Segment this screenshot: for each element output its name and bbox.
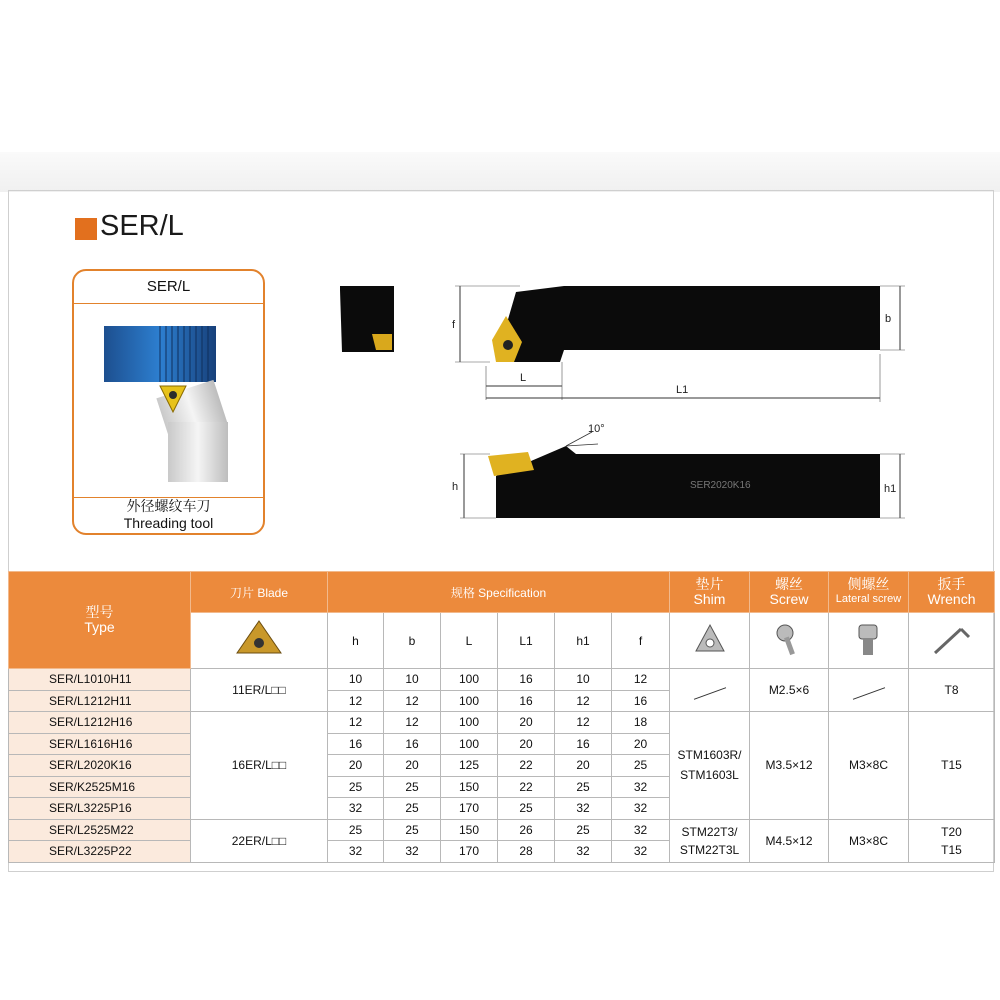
spec-cell: 25 [612,755,670,777]
table-cell: Lateral screw [835,593,902,606]
spec-cell: 22 [498,755,555,777]
lateral-none [829,669,909,712]
spec-cell: 150 [441,776,498,798]
spec-cell: 100 [441,712,498,734]
table-cell: Wrench [927,591,976,608]
tool-drawing [330,270,930,530]
tool-card [72,269,265,535]
table-cell: 侧螺丝 [847,576,890,593]
spec-cell: 100 [441,669,498,691]
spec-cell: 16 [498,669,555,691]
spec-cell: 25 [555,819,612,841]
spec-cell: 25 [328,819,384,841]
table-cell: Screw [769,591,809,608]
spec-cell: 16 [384,733,441,755]
table-cell: STM22T3/ [681,824,738,839]
dim-h: h [452,481,459,493]
spec-cell: 32 [612,776,670,798]
spec-cell: 32 [612,819,670,841]
spec-cell: 12 [555,712,612,734]
header-type [9,572,191,669]
wrench-icon [909,613,995,669]
spec-cell: 10 [555,669,612,691]
spec-cell: 25 [384,819,441,841]
table-cell: 22ER/L□□ [191,819,328,862]
table-cell: Shim [693,591,726,608]
header-lateral-screw [829,572,909,613]
spec-cell: 32 [384,841,441,863]
shim-icon [670,613,750,669]
table-row [9,819,995,841]
table-row [9,712,995,734]
header-wrench [909,572,995,613]
table-cell: STM1603L [680,768,739,783]
header-shim [670,572,750,613]
type-cell: SER/L1010H11 [9,669,191,691]
spec-cell: 10 [384,669,441,691]
spec-cell: 22 [498,776,555,798]
spec-cell: 16 [328,733,384,755]
wrench-22 [909,819,995,862]
spec-cell: 32 [555,798,612,820]
spec-cell: 20 [612,733,670,755]
shim-22 [670,819,750,862]
shim-16 [670,712,750,820]
type-cell: SER/L1212H16 [9,712,191,734]
page-title: SER/L [100,210,184,242]
spec-cell: 20 [328,755,384,777]
spec-cell: 12 [328,712,384,734]
lateral-screw-icon [829,613,909,669]
top-view [452,286,905,402]
col-f: f [612,613,670,669]
col-L: L [441,613,498,669]
spec-cell: 32 [612,798,670,820]
card-heading: SER/L [74,271,263,304]
spec-cell: 16 [555,733,612,755]
spec-cell: 26 [498,819,555,841]
dim-L: L [520,372,527,384]
spec-cell: 16 [612,690,670,712]
table-cell: M2.5×6 [750,669,829,712]
top-band [0,152,1000,192]
table-cell: M4.5×12 [750,819,829,862]
header-blade: 刀片 Blade [191,572,328,613]
spec-cell: 100 [441,733,498,755]
spec-cell: 12 [384,712,441,734]
spec-cell: 12 [555,690,612,712]
dim-h1: h1 [884,483,897,495]
col-b: b [384,613,441,669]
table-cell: M3×8C [829,712,909,820]
spec-cell: 12 [612,669,670,691]
end-view [340,286,394,352]
dim-f: f [452,319,456,331]
shim-none [670,669,750,712]
title-marker [75,218,97,240]
table-cell: 型号 [85,604,114,620]
spec-cell: 125 [441,755,498,777]
dim-angle: 10° [588,423,605,435]
spec-cell: 25 [384,776,441,798]
side-view [452,423,905,518]
body-marking: SER2020K16 [690,480,751,491]
type-cell: SER/K2525M16 [9,776,191,798]
spec-cell: 100 [441,690,498,712]
type-cell: SER/L1616H16 [9,733,191,755]
table-cell: 螺丝 [775,576,803,593]
header-spec: 规格 Specification [328,572,670,613]
dim-b: b [885,313,892,325]
col-h: h [328,613,384,669]
type-cell: SER/L2020K16 [9,755,191,777]
spec-cell: 16 [498,690,555,712]
table-cell: 扳手 [937,576,966,593]
threading-illustration [74,304,263,496]
caption-en: Threading tool [123,515,214,531]
header-screw [750,572,829,613]
spec-cell: 170 [441,841,498,863]
table-cell: STM22T3L [679,842,740,857]
table-cell: 16ER/L□□ [191,712,328,820]
table-cell: T15 [941,842,962,857]
spec-cell: 150 [441,819,498,841]
table-cell: 11ER/L□□ [191,669,328,712]
col-L1: L1 [498,613,555,669]
spec-cell: 25 [384,798,441,820]
spec-table [8,571,995,863]
spec-cell: 170 [441,798,498,820]
type-cell: SER/L1212H11 [9,690,191,712]
spec-cell: 20 [498,712,555,734]
dim-L1: L1 [676,384,689,396]
card-caption [74,497,263,535]
spec-cell: 32 [612,841,670,863]
spec-cell: 25 [498,798,555,820]
table-cell: M3.5×12 [750,712,829,820]
spec-cell: 10 [328,669,384,691]
type-cell: SER/L2525M22 [9,819,191,841]
spec-cell: 20 [555,755,612,777]
table-cell: STM1603R/ [677,748,742,763]
screw-icon [750,613,829,669]
spec-cell: 12 [328,690,384,712]
table-row [9,669,995,691]
spec-cell: 32 [328,798,384,820]
spec-cell: 20 [384,755,441,777]
table-cell: T15 [909,712,995,820]
blade-insert-icon [191,613,328,669]
type-cell: SER/L3225P16 [9,798,191,820]
spec-cell: 25 [328,776,384,798]
spec-cell: 28 [498,841,555,863]
table-cell: M3×8C [829,819,909,862]
spec-cell: 20 [498,733,555,755]
table-header-row [9,572,995,613]
spec-cell: 25 [555,776,612,798]
table-cell: Type [84,619,115,635]
spec-cell: 32 [555,841,612,863]
table-cell: 垫片 [695,576,724,593]
spec-cell: 32 [328,841,384,863]
type-cell: SER/L3225P22 [9,841,191,863]
table-cell: T8 [909,669,995,712]
table-cell: T20 [941,824,962,839]
caption-cn: 外径螺纹车刀 [126,498,211,514]
col-h1: h1 [555,613,612,669]
spec-cell: 12 [384,690,441,712]
spec-cell: 18 [612,712,670,734]
